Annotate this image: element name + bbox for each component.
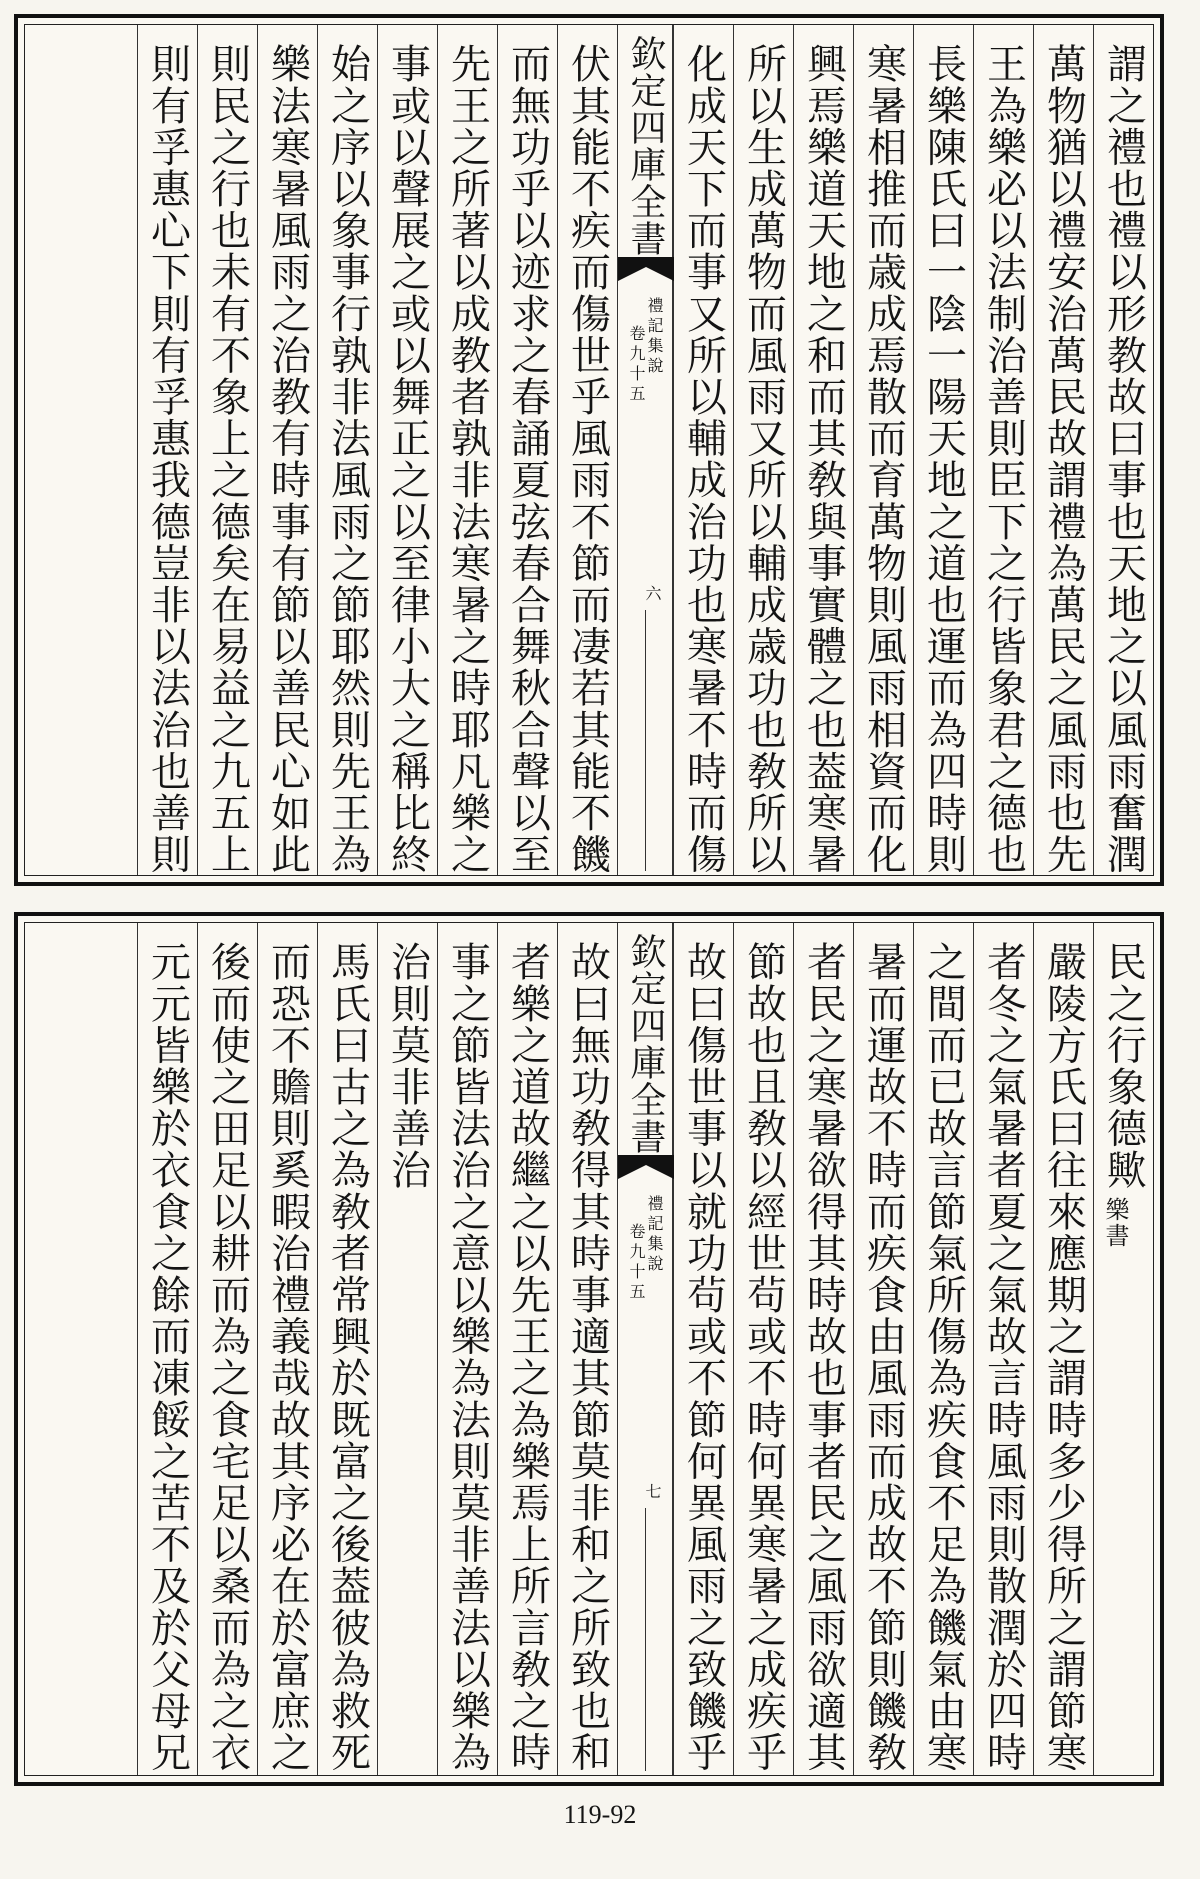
column-text: 故曰傷世事以就功茍或不節何異風雨之致饑乎 <box>680 941 727 1773</box>
lower-right-column-6 <box>793 923 853 1775</box>
column-text: 而恐不贍則奚暇治禮義哉故其序必在於富庶之 <box>264 941 311 1773</box>
column-text: 暑而運故不時而疾食由風雨而成故不節則饑敎 <box>860 941 907 1773</box>
column-text: 後而使之田足以耕而為之食宅足以桑而為之衣 <box>204 941 251 1773</box>
column-text: 事之節皆法治之意以樂為法則莫非善法以樂為 <box>444 941 491 1773</box>
gutter-rule <box>645 610 646 871</box>
upper-left-column-5 <box>317 25 377 875</box>
column-text: 先王之所著以成教者孰非法寒暑之時耶凡樂之 <box>444 43 491 875</box>
column-text: 者民之寒暑欲得其時故也事者民之風雨欲適其 <box>800 941 847 1773</box>
upper-right-column-7 <box>733 25 793 875</box>
leaf-number: 七 <box>643 1483 662 1499</box>
column-text: 而無功乎以迹求之春誦夏弦春合舞秋合聲以至 <box>504 43 551 875</box>
upper-left-column-8 <box>137 25 197 875</box>
column-text: 則有孚惠心下則有孚惠我德豈非以法治也善則 <box>144 43 191 875</box>
page-footer-number: 119-92 <box>563 1800 637 1829</box>
lower-center-gutter <box>617 923 673 1775</box>
lower-left-column-1 <box>557 923 617 1775</box>
fishtail-ornament-icon <box>618 257 674 283</box>
column-text: 者冬之氣暑者夏之氣故言時風雨則散潤於四時 <box>980 941 1027 1773</box>
upper-right-column-6 <box>793 25 853 875</box>
column-text: 之間而已故言節氣所傷為疾食不足為饑氣由寒 <box>920 941 967 1773</box>
upper-left-column-6 <box>257 25 317 875</box>
collection-title: 欽定四庫全書 <box>625 35 666 257</box>
lower-left-column-5 <box>317 923 377 1775</box>
upper-right-column-3 <box>973 25 1033 875</box>
column-text: 事或以聲展之或以舞正之以至律小大之稱比終 <box>384 43 431 875</box>
gutter-rule <box>645 1508 646 1771</box>
column-text: 馬氏曰古之為敎者常興於既富之後葢彼為救死 <box>324 941 371 1773</box>
upper-right-column-1 <box>1093 25 1153 875</box>
column-text: 元元皆樂於衣食之餘而凍餒之苦不及於父母兄 <box>144 941 191 1773</box>
upper-page-inner-border <box>24 24 1154 876</box>
column-text: 謂之禮也禮以形教故曰事也天地之以風雨奮潤 <box>1100 43 1147 875</box>
column-text: 萬物猶以禮安治萬民故謂禮為萬民之風雨也先 <box>1040 43 1087 875</box>
column-text: 始之序以象事行孰非法風雨之節耶然則先王為 <box>324 43 371 875</box>
column-text: 興焉樂道天地之和而其敎與事實體之也葢寒暑 <box>800 43 847 875</box>
lower-page-frame <box>14 912 1164 1786</box>
column-text: 治則莫非善治 <box>384 941 431 1191</box>
column-text: 寒暑相推而歳成焉散而育萬物則風雨相資而化 <box>860 43 907 875</box>
upper-right-column-5 <box>853 25 913 875</box>
upper-left-column-1 <box>557 25 617 875</box>
fishtail-ornament-icon <box>618 1155 674 1181</box>
column-text: 者樂之道故繼之以先王之為樂焉上所言敎之時 <box>504 941 551 1773</box>
lower-right-column-1 <box>1093 923 1153 1775</box>
lower-left-column-2 <box>497 923 557 1775</box>
upper-left-column-7 <box>197 25 257 875</box>
lower-right-column-8 <box>673 923 733 1775</box>
upper-left-column-3 <box>437 25 497 875</box>
book-title: 禮記集說 <box>645 1195 664 1275</box>
column-text: 節故也且敎以經世茍或不時何異寒暑之成疾乎 <box>740 941 787 1773</box>
volume-number: 卷九十五 <box>627 1223 646 1303</box>
collection-title: 欽定四庫全書 <box>625 933 666 1155</box>
leaf-number: 六 <box>643 585 662 601</box>
upper-page-frame <box>14 14 1164 886</box>
lower-left-column-6 <box>257 923 317 1775</box>
lower-right-column-7 <box>733 923 793 1775</box>
column-text: 嚴陵方氏曰往來應期之謂時多少得所之謂節寒 <box>1040 941 1087 1773</box>
column-text: 則民之行也未有不象上之德矣在易益之九五上 <box>204 43 251 875</box>
lower-left-column-3 <box>437 923 497 1775</box>
upper-left-column-4 <box>377 25 437 875</box>
upper-right-column-8 <box>673 25 733 875</box>
lower-page-inner-border <box>24 922 1154 1776</box>
lower-right-column-2 <box>1033 923 1093 1775</box>
upper-right-column-2 <box>1033 25 1093 875</box>
column-text: 伏其能不疾而傷世乎風雨不節而凄若其能不饑 <box>564 43 611 875</box>
volume-number: 卷九十五 <box>627 325 646 405</box>
column-text: 王為樂必以法制治善則臣下之行皆象君之德也 <box>980 43 1027 875</box>
lower-left-column-4 <box>377 923 437 1775</box>
lower-right-column-5 <box>853 923 913 1775</box>
lower-left-column-8 <box>137 923 197 1775</box>
column-text: 化成天下而事又所以輔成治功也寒暑不時而傷 <box>680 43 727 875</box>
upper-center-gutter <box>617 25 673 875</box>
column-text: 長樂陳氏曰一陰一陽天地之道也運而為四時則 <box>920 43 967 875</box>
annotation-source-note: 樂書 <box>1101 1196 1129 1249</box>
book-title: 禮記集說 <box>645 297 664 377</box>
lower-left-column-7 <box>197 923 257 1775</box>
upper-left-column-2 <box>497 25 557 875</box>
lower-right-column-3 <box>973 923 1033 1775</box>
column-text: 故曰無功敎得其時事適其節莫非和之所致也和 <box>564 941 611 1773</box>
column-text: 樂法寒暑風雨之治教有時事有節以善民心如此 <box>264 43 311 875</box>
lower-right-column-4 <box>913 923 973 1775</box>
column-text: 所以生成萬物而風雨又所以輔成歳功也敎所以 <box>740 43 787 875</box>
upper-right-column-4 <box>913 25 973 875</box>
column-text: 民之行象德歟 <box>1100 941 1147 1191</box>
